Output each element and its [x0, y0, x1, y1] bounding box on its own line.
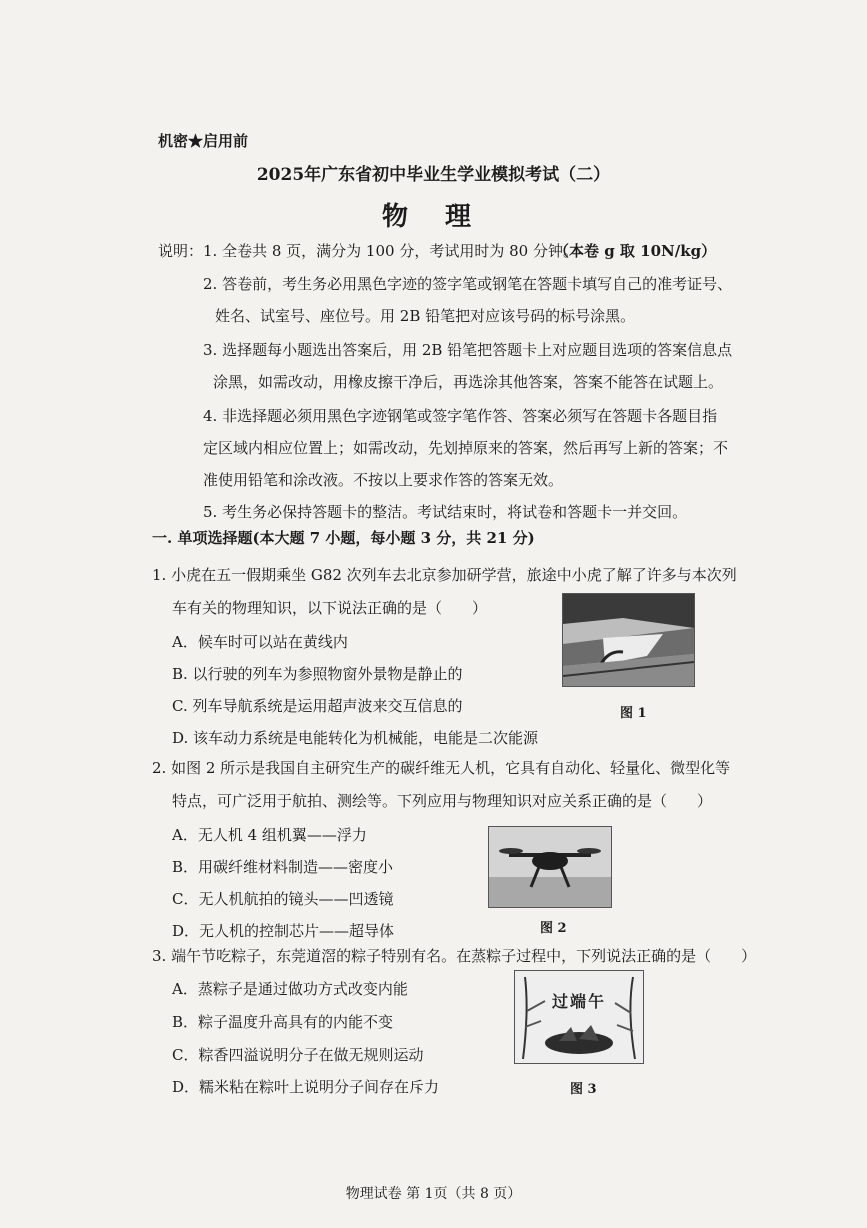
question-1-option-a: A．候车时可以站在黄线内 [172, 633, 348, 651]
instruction-5: 5. 考生务必保持答题卡的整洁。考试结束时，将试卷和答题卡一并交回。 [203, 503, 688, 521]
instruction-2: 2. 答卷前，考生务必用黑色字迹的签字笔或钢笔在答题卡填写自己的准考证号、 [203, 275, 733, 293]
question-3-option-c: C．粽香四溢说明分子在做无规则运动 [172, 1046, 424, 1064]
confidential-label: 机密★启用前 [158, 132, 249, 150]
question-2-stem-cont: 特点，可广泛用于航拍、测绘等。下列应用与物理知识对应关系正确的是（ ） [172, 792, 713, 810]
instruction-3-cont: 涂黑，如需改动，用橡皮擦干净后，再选涂其他答案，答案不能答在试题上。 [213, 373, 724, 391]
question-2-option-d: D．无人机的控制芯片——超导体 [172, 922, 395, 940]
question-2-option-b: B．用碳纤维材料制造——密度小 [172, 858, 394, 876]
question-1-stem: 1. 小虎在五一假期乘坐 G82 次列车去北京参加研学营，旅途中小虎了解了许多与本次列 [152, 566, 737, 584]
instruction-1: 说明：1. 全卷共 8 页，满分为 100 分，考试用时为 80 分钟。 [158, 242, 578, 260]
figure-3-caption: 图 3 [570, 1082, 597, 1097]
figure-1-train-image [562, 593, 695, 687]
figure-3-image-text: 过端午 [551, 992, 606, 1011]
question-2-option-c: C．无人机航拍的镜头——凹透镜 [172, 890, 394, 908]
question-3-stem: 3. 端午节吃粽子，东莞道滘的粽子特别有名。在蒸粽子过程中，下列说法正确的是（ ） [152, 947, 757, 965]
instruction-4-cont2: 准使用铅笔和涂改液。不按以上要求作答的答案无效。 [203, 471, 564, 489]
instruction-4-cont1: 定区域内相应位置上；如需改动，先划掉原来的答案，然后再写上新的答案；不 [203, 439, 729, 457]
figure-2-drone-image [488, 826, 612, 908]
figure-2-caption: 图 2 [540, 921, 567, 936]
question-1-option-b: B. 以行驶的列车为参照物窗外景物是静止的 [172, 665, 463, 683]
instruction-3: 3. 选择题每小题选出答案后，用 2B 铅笔把答题卡上对应题目选项的答案信息点 [203, 341, 733, 359]
question-1-option-c: C. 列车导航系统是运用超声波来交互信息的 [172, 697, 463, 715]
instruction-4: 4. 非选择题必须用黑色字迹钢笔或签字笔作答、答案必须写在答题卡各题目指 [203, 407, 718, 425]
exam-title: 2025年广东省初中毕业生学业模拟考试（二） [256, 165, 611, 185]
instruction-2-cont: 姓名、试室号、座位号。用 2B 铅笔把对应该号码的标号涂黑。 [215, 307, 636, 325]
section-heading: 一. 单项选择题(本大题 7 小题，每小题 3 分，共 21 分) [152, 529, 535, 547]
question-3-option-a: A．蒸粽子是通过做功方式改变内能 [172, 980, 408, 998]
question-1-option-d: D. 该车动力系统是电能转化为机械能，电能是二次能源 [172, 729, 539, 747]
question-2-option-a: A．无人机 4 组机翼——浮力 [172, 826, 367, 844]
figure-1-caption: 图 1 [620, 706, 647, 721]
question-3-option-d: D．糯米粘在粽叶上说明分子间存在斥力 [172, 1078, 440, 1096]
question-2-stem: 2. 如图 2 所示是我国自主研究生产的碳纤维无人机，它具有自动化、轻量化、微型化等 [152, 759, 731, 777]
figure-3-zongzi-image [514, 970, 644, 1064]
page-footer: 物理试卷 第 1页（共 8 页） [345, 1186, 522, 1202]
instruction-1-note: （本卷 g 取 10N/kg） [554, 242, 717, 260]
question-1-stem-cont: 车有关的物理知识，以下说法正确的是（ ） [172, 599, 488, 617]
subject-title: 物 理 [381, 202, 486, 232]
question-3-option-b: B．粽子温度升高具有的内能不变 [172, 1013, 394, 1031]
